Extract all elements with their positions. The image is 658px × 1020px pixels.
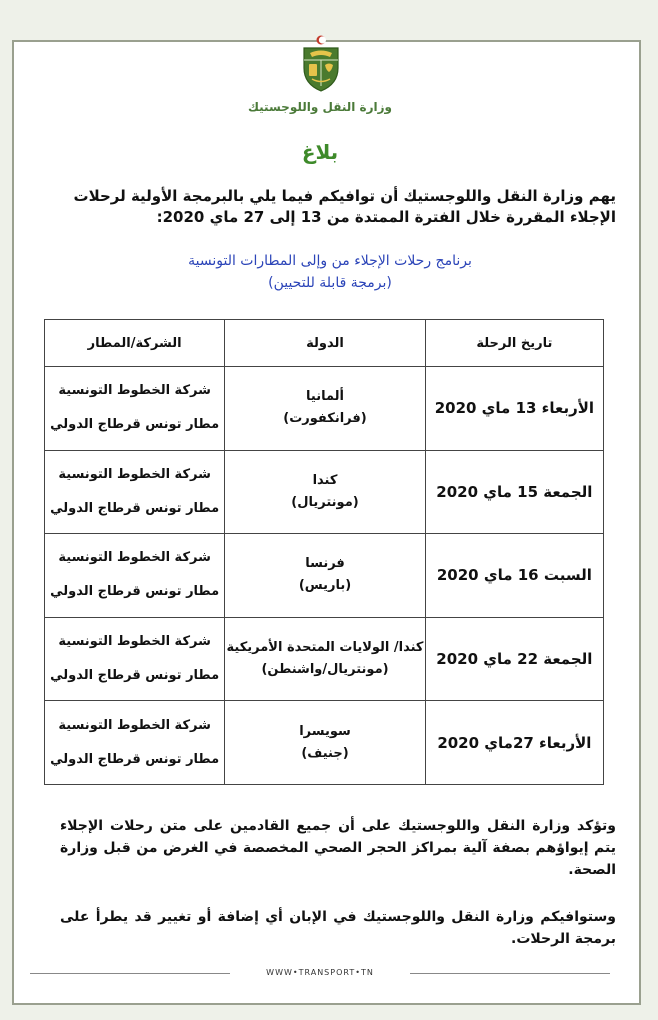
row-country-name: كندا/ الولايات المتحدة الأمريكية: [226, 640, 424, 656]
row-date: الأربعاء 27ماي 2020: [425, 701, 603, 785]
row-city: (مونتريال): [291, 494, 359, 510]
row-date: الجمعة 22 ماي 2020: [425, 617, 603, 701]
footer-divider-left: [30, 973, 230, 974]
header-date: تاريخ الرحلة: [425, 320, 603, 367]
row-date: الجمعة 15 ماي 2020: [425, 450, 603, 534]
row-country-name: ألمانيا: [306, 389, 345, 405]
notice-title: بلاغ: [301, 140, 339, 164]
row-airline: شركة الخطوط التونسية: [58, 466, 211, 482]
header-company: الشركة/المطار: [45, 320, 225, 367]
row-company: [45, 450, 225, 534]
row-airport: مطار تونس قرطاج الدولي: [50, 500, 220, 516]
row-city: (جنيف): [301, 745, 349, 761]
program-heading: [160, 250, 500, 294]
row-date: الأربعاء 13 ماي 2020: [425, 367, 603, 451]
row-country: [225, 534, 425, 618]
row-city: (فرانكفورت): [283, 411, 367, 427]
row-city: (باريس): [298, 578, 352, 594]
closing-paragraph-quarantine: وتؤكد وزارة النقل واللوجستيك على أن جميع القادمين على متن رحلات الإجلاء يتم إيواؤهم بصفة آلية بمراكز الحجر الصحي المخصصة في الغرض من قبل وزارة الصحة.: [60, 818, 616, 878]
row-airport: مطار تونس قرطاج الدولي: [50, 584, 220, 600]
footer-divider-right: [410, 973, 610, 974]
ministry-name: وزارة النقل واللوجستيك: [247, 100, 393, 114]
row-country: [225, 450, 425, 534]
flights-table: [44, 319, 604, 785]
tunisia-coat-of-arms-icon: [300, 34, 342, 92]
intro-paragraph: يهم وزارة النقل واللوجستيك أن توافيكم فيما يلي بالبرمجة الأولية لرحلات الإجلاء المقررة خلال الفترة الممتدة من 13 إلى 27 ماي 2020:: [73, 187, 616, 226]
row-country: [225, 367, 425, 451]
row-country-name: كندا: [312, 472, 338, 488]
row-date: السبت 16 ماي 2020: [425, 534, 603, 618]
table-row: [45, 367, 604, 451]
program-subtitle: (برمجة قابلة للتحيين): [268, 275, 392, 291]
row-airline: شركة الخطوط التونسية: [58, 383, 211, 399]
table-row: [45, 701, 604, 785]
header-country: الدولة: [225, 320, 425, 367]
row-country: [225, 701, 425, 785]
program-title: برنامج رحلات الإجلاء من وإلى المطارات التونسية: [188, 253, 472, 269]
row-city: (مونتريال/واشنطن): [261, 662, 389, 678]
row-airline: شركة الخطوط التونسية: [58, 634, 211, 650]
row-airport: مطار تونس قرطاج الدولي: [50, 751, 220, 767]
row-airport: مطار تونس قرطاج الدولي: [50, 668, 220, 684]
row-country: [225, 617, 425, 701]
row-country-name: فرنسا: [305, 556, 345, 572]
row-country-name: سويسرا: [299, 723, 351, 739]
table-row: [45, 450, 604, 534]
row-airline: شركة الخطوط التونسية: [58, 550, 211, 566]
table-row: [45, 617, 604, 701]
closing-paragraph-updates: وستوافيكم وزارة النقل واللوجستيك في الإبان أي إضافة أو تغيير قد يطرأ على برمجة الرحلات.: [60, 909, 616, 947]
table-row: [45, 534, 604, 618]
row-company: [45, 367, 225, 451]
table-header-row: [45, 320, 604, 367]
row-airline: شركة الخطوط التونسية: [58, 717, 211, 733]
row-company: [45, 701, 225, 785]
footer-website: WWW•TRANSPORT•TN: [266, 968, 374, 977]
row-company: [45, 617, 225, 701]
row-company: [45, 534, 225, 618]
row-airport: مطار تونس قرطاج الدولي: [50, 417, 220, 433]
